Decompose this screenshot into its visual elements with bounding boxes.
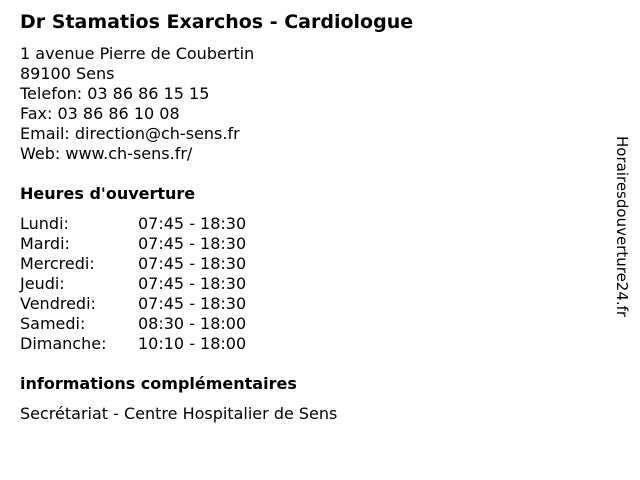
hours-time: 07:45 - 18:30: [138, 294, 247, 313]
hours-row-saturday: [20, 314, 280, 334]
hours-time: 08:30 - 18:00: [138, 314, 247, 333]
hours-row-wednesday: [20, 254, 280, 274]
web-text: Web: www.ch-sens.fr/: [20, 144, 193, 163]
hours-row-sunday: [20, 334, 280, 354]
hours-row-tuesday: [20, 234, 280, 254]
hours-time: 07:45 - 18:30: [138, 274, 247, 293]
contact-block: [20, 44, 254, 164]
additional-info-text: Secrétariat - Centre Hospitalier de Sens: [20, 404, 338, 423]
hours-day: Jeudi:: [20, 274, 65, 293]
hours-row-thursday: [20, 274, 280, 294]
hours-day: Vendredi:: [20, 294, 96, 313]
site-watermark: Horairesdouverture24.fr: [613, 136, 631, 318]
hours-time: 10:10 - 18:00: [138, 334, 247, 353]
hours-row-monday: [20, 214, 280, 234]
hours-row-friday: [20, 294, 280, 314]
hours-day: Mardi:: [20, 234, 70, 253]
opening-hours-list: [20, 214, 280, 354]
address-line-street: 1 avenue Pierre de Coubertin: [20, 44, 255, 63]
hours-day: Lundi:: [20, 214, 69, 233]
hours-day: Samedi:: [20, 314, 86, 333]
email-text: Email: direction@ch-sens.fr: [20, 124, 240, 143]
hours-day: Dimanche:: [20, 334, 107, 353]
address-line-city: 89100 Sens: [20, 64, 115, 83]
page-title: Dr Stamatios Exarchos - Cardiologue: [20, 11, 414, 33]
hours-day: Mercredi:: [20, 254, 95, 273]
phone-text: Telefon: 03 86 86 15 15: [20, 84, 210, 103]
fax-text: Fax: 03 86 86 10 08: [20, 104, 180, 123]
hours-time: 07:45 - 18:30: [138, 214, 247, 233]
additional-info-heading: informations complémentaires: [20, 374, 297, 393]
hours-time: 07:45 - 18:30: [138, 254, 247, 273]
opening-hours-heading: Heures d'ouverture: [20, 184, 196, 203]
hours-time: 07:45 - 18:30: [138, 234, 247, 253]
